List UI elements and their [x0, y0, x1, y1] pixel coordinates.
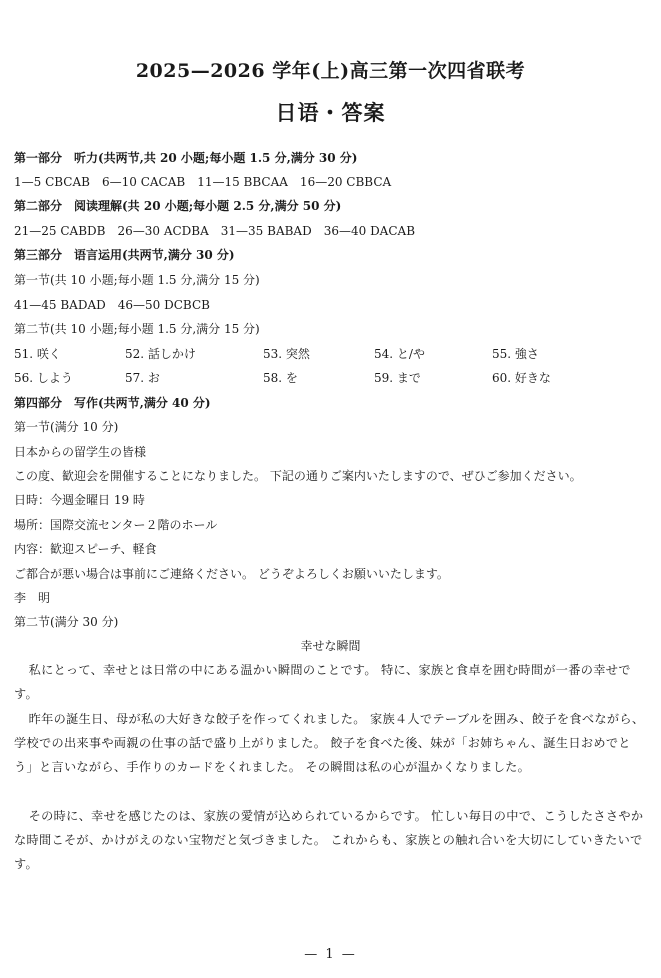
notice-line: 場所：国際交流センター２階のホール: [14, 518, 218, 532]
part1-answers: 1—5 CBCAB 6—10 CACAB 11—15 BBCAA 16—20 CBBCA: [14, 175, 392, 189]
answer-cell: 55. 強さ: [492, 347, 539, 361]
part4-heading: 第四部分 写作(共两节,满分 40 分): [14, 396, 211, 410]
part1-heading: 第一部分 听力(共两节,共 20 小题;每小题 1.5 分,满分 30 分): [14, 151, 358, 165]
answer-cell: 51. 咲く: [14, 347, 61, 361]
answer-cell: 58. を: [263, 371, 298, 385]
answer-cell: 53. 突然: [263, 347, 310, 361]
answer-cell: 52. 話しかけ: [125, 347, 196, 361]
essay-paragraph: 私にとって、幸せとは日常の中にある温かい瞬間のことです。 特に、家族と食卓を囲む時間が一番の幸せです。: [14, 663, 631, 701]
subject-title: 日语・答案: [275, 100, 386, 125]
answer-cell: 60. 好きな: [492, 371, 551, 385]
answer-cell: 54. と/や: [374, 347, 425, 361]
notice-line: 内容：歓迎スピーチ、軽食: [14, 542, 157, 556]
part2-heading: 第二部分 阅读理解(共 20 小题;每小题 2.5 分,满分 50 分): [14, 199, 342, 213]
page-number: — 1 —: [304, 947, 357, 962]
notice-line: ご都合が悪い場合は事前にご連絡ください。 どうぞよろしくお願いいたします。: [14, 567, 449, 581]
part3-section2-heading: 第二节(共 10 小题;每小题 1.5 分,满分 15 分): [14, 322, 260, 336]
notice-signature: 李 明: [14, 591, 51, 605]
notice-line: 日時：今週金曜日 19 時: [14, 493, 145, 507]
part3-section1-heading: 第一节(共 10 小题;每小题 1.5 分,满分 15 分): [14, 273, 260, 287]
answer-cell: 56. しよう: [14, 371, 73, 385]
part2-answers: 21—25 CABDB 26—30 ACDBA 31—35 BABAD 36—40 DACAB: [14, 224, 416, 238]
essay-paragraph: その時に、幸せを感じたのは、家族の愛情が込められているからです。 忙しい毎日の中で、こうしたささやかな時間こそが、かけがえのない宝物だと気づきました。 これからも、家族との触れ合いを大切にしていきたいです。: [14, 809, 644, 871]
notice-line: 日本からの留学生の皆様: [14, 445, 147, 459]
part4-section2-heading: 第二节(满分 30 分): [14, 615, 119, 629]
part3-section1-answers: 41—45 BADAD 46—50 DCBCB: [14, 298, 210, 312]
essay-paragraph: 昨年の誕生日、母が私の大好きな餃子を作ってくれました。 家族４人でテーブルを囲み、餃子を食べながら、学校での出来事や両親の仕事の話で盛り上がりました。 餃子を食べた後、妹が「お姉ちゃん、誕生日おめでとう」と言いながら、手作りのカードをくれました。 その瞬間は私の心が温かくなりました。: [14, 712, 645, 774]
part3-heading: 第三部分 语言运用(共两节,满分 30 分): [14, 248, 235, 262]
part4-section1-heading: 第一节(满分 10 分): [14, 420, 119, 434]
notice-line: この度、歓迎会を開催することになりました。 下記の通りご案内いたしますので、ぜひご参加ください。: [14, 469, 582, 483]
answer-cell: 57. お: [125, 371, 160, 385]
exam-title: 2025—2026 学年(上)高三第一次四省联考: [135, 60, 526, 82]
answer-cell: 59. まで: [374, 371, 421, 385]
essay-title: 幸せな瞬間: [300, 639, 361, 653]
